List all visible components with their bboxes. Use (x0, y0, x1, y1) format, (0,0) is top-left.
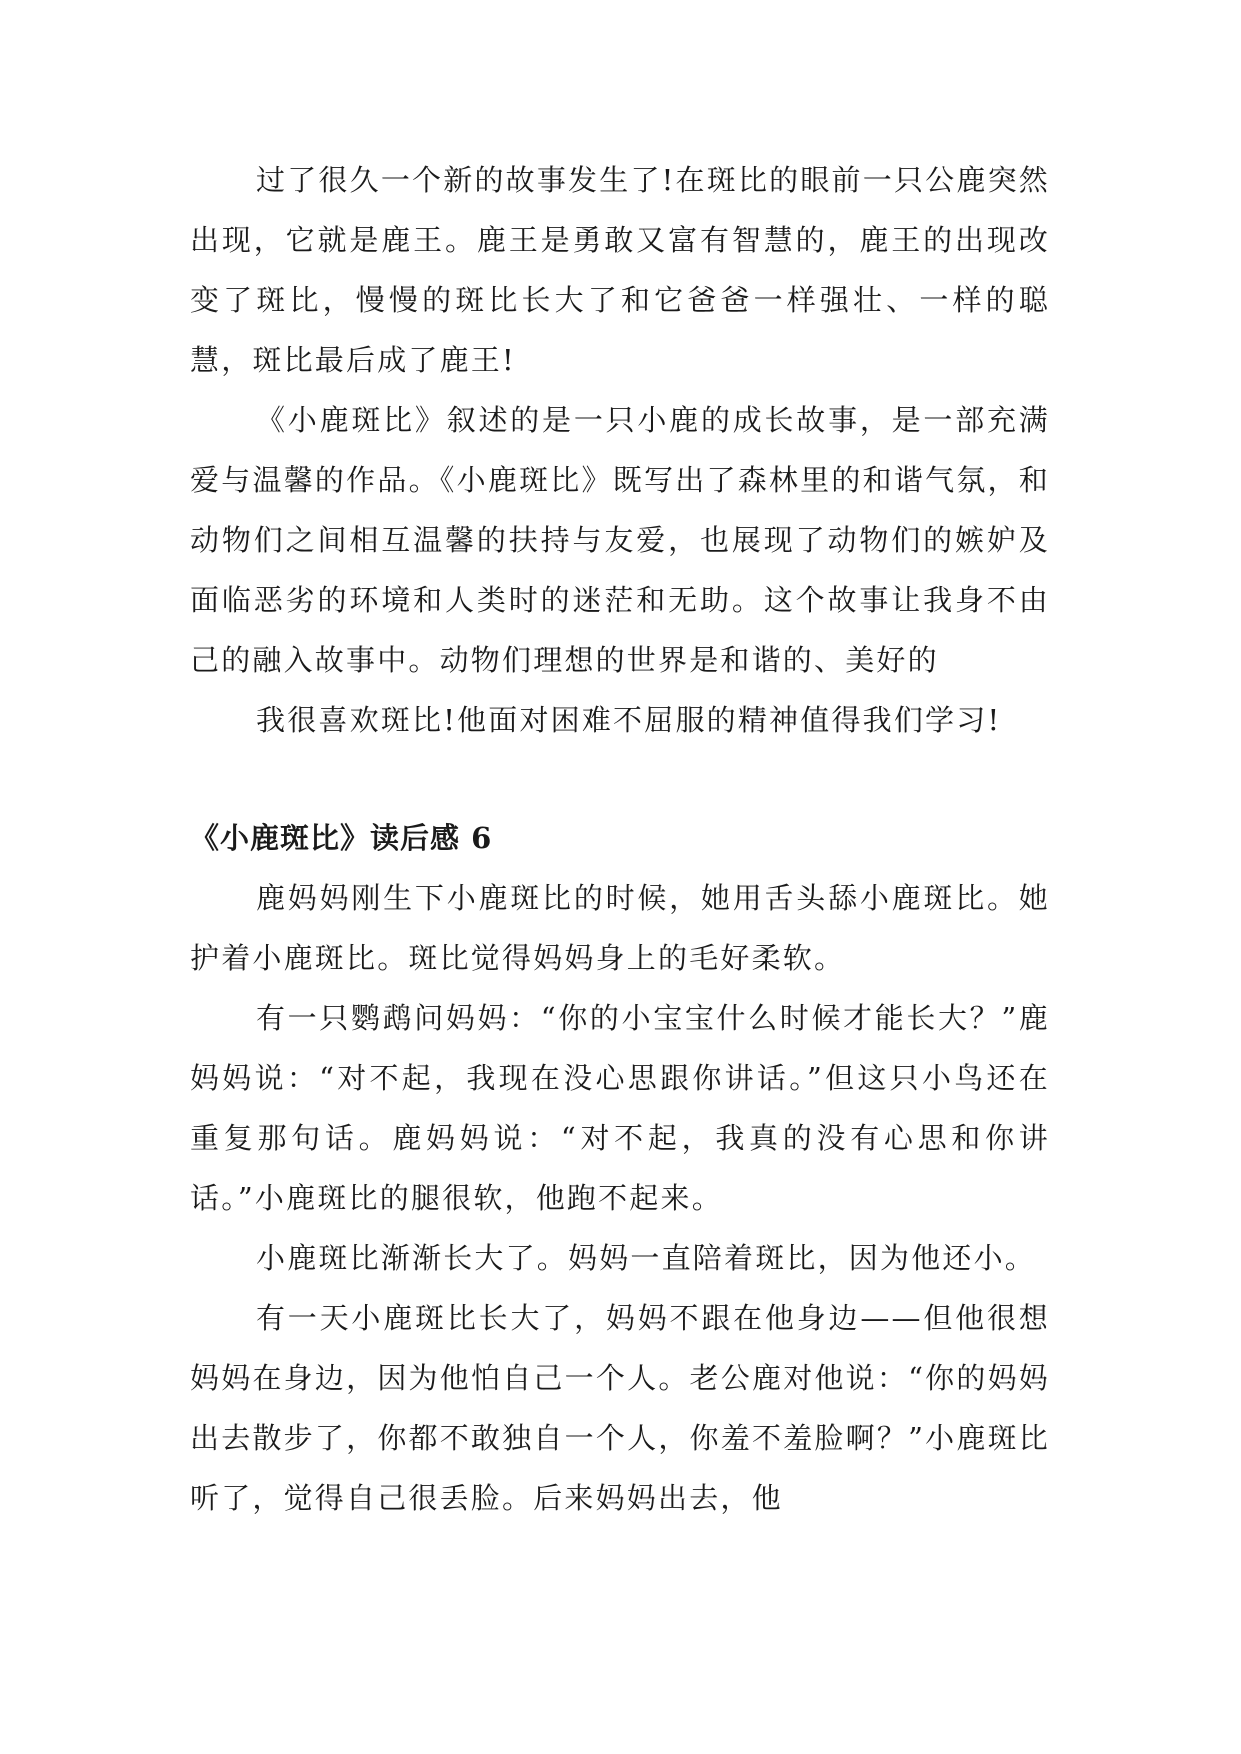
document-page (190, 150, 1050, 1528)
paragraph: 有一只鹦鹉问妈妈：“你的小宝宝什么时候才能长大？”鹿妈妈说：“对不起，我现在没心思跟你讲话。”但这只小鸟还在重复那句话。鹿妈妈说：“对不起，我真的没有心思和你讲话。”小鹿斑比的腿很软，他跑不起来。 (190, 1001, 1050, 1215)
paragraph: 鹿妈妈刚生下小鹿斑比的时候，她用舌头舔小鹿斑比。她护着小鹿斑比。斑比觉得妈妈身上的毛好柔软。 (190, 881, 1050, 975)
paragraph: 有一天小鹿斑比长大了，妈妈不跟在他身边——但他很想妈妈在身边，因为他怕自己一个人。老公鹿对他说：“你的妈妈出去散步了，你都不敢独自一个人，你羞不羞脸啊？”小鹿斑比听了，觉得自己很丢脸。后来妈妈出去，他 (190, 1301, 1050, 1515)
paragraph: 我很喜欢斑比!他面对困难不屈服的精神值得我们学习! (256, 703, 1002, 737)
paragraph: 《小鹿斑比》叙述的是一只小鹿的成长故事，是一部充满爱与温馨的作品。《小鹿斑比》既写出了森林里的和谐气氛，和动物们之间相互温馨的扶持与友爱，也展现了动物们的嫉妒及面临恶劣的环境和人类时的迷茫和无助。这个故事让我身不由己的融入故事中。动物们理想的世界是和谐的、美好的 (190, 403, 1050, 677)
paragraph: 过了很久一个新的故事发生了!在斑比的眼前一只公鹿突然出现，它就是鹿王。鹿王是勇敢又富有智慧的，鹿王的出现改变了斑比，慢慢的斑比长大了和它爸爸一样强壮、一样的聪慧，斑比最后成了鹿王! (190, 163, 1050, 377)
paragraph: 小鹿斑比渐渐长大了。妈妈一直陪着斑比，因为他还小。 (256, 1241, 1037, 1275)
section-heading: 《小鹿斑比》读后感 6 (190, 821, 493, 855)
section-spacer (190, 750, 1050, 808)
